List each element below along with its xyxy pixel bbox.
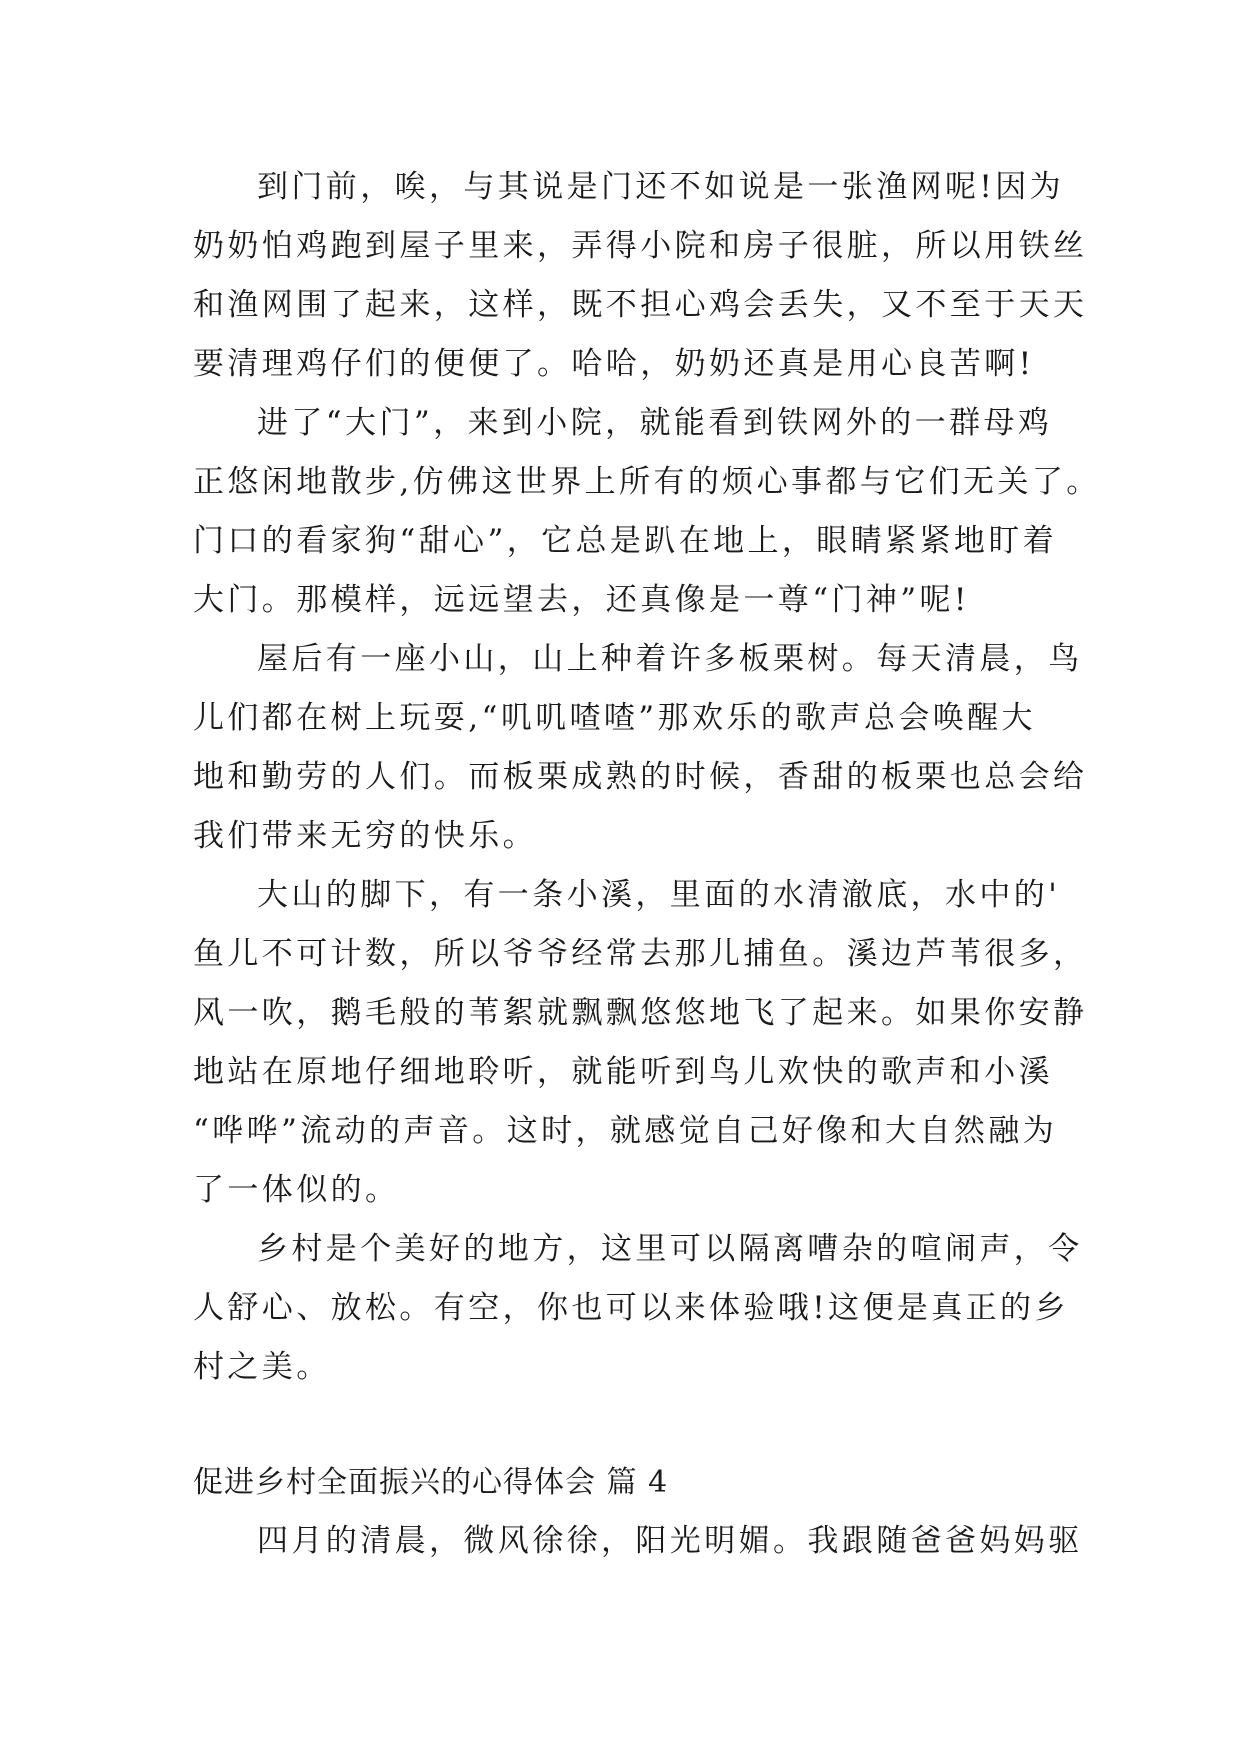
text-line: 门口的看家狗“甜心”，它总是趴在地上，眼睛紧紧地盯着 (193, 523, 1058, 559)
text-line: 到门前，唉，与其说是门还不如说是一张渔网呢!因为 (257, 169, 1065, 205)
text-line: 村之美。 (193, 1349, 331, 1385)
text-line: 地和勤劳的人们。而板栗成熟的时候，香甜的板栗也总会给 (193, 759, 1088, 795)
text-line: 大门。那模样，远远望去，还真像是一尊“门神”呢! (193, 582, 970, 618)
text-line: 地站在原地仔细地聆听，就能听到鸟儿欢快的歌声和小溪 (193, 1054, 1053, 1090)
text-line: 四月的清晨，微风徐徐，阳光明媚。我跟随爸爸妈妈驱 (257, 1523, 1083, 1559)
text-line: 和渔网围了起来，这样，既不担心鸡会丢失，又不至于天天 (193, 287, 1088, 323)
text-line: 鱼儿不可计数，所以爷爷经常去那儿捕鱼。溪边芦苇很多， (193, 936, 1088, 972)
text-line: 风一吹，鹅毛般的苇絮就飘飘悠悠地飞了起来。如果你安静 (193, 995, 1088, 1031)
text-line: 乡村是个美好的地方，这里可以隔离嘈杂的喧闹声，令 (257, 1231, 1083, 1267)
paragraph-conclusion (193, 1220, 1083, 1397)
text-line: 我们带来无穷的快乐。 (193, 818, 537, 854)
text-line: 奶奶怕鸡跑到屋子里来，弄得小院和房子很脏，所以用铁丝 (193, 228, 1088, 264)
paragraph-door (193, 158, 1088, 394)
text-line: 了一体似的。 (193, 1172, 400, 1208)
text-line: 要清理鸡仔们的便便了。哈哈，奶奶还真是用心良苦啊! (193, 346, 1035, 382)
text-line: 人舒心、放松。有空，你也可以来体验哦!这便是真正的乡 (193, 1290, 1069, 1326)
paragraph-hill (193, 630, 1088, 866)
text-line: 进了“大门”，来到小院，就能看到铁网外的一群母鸡 (257, 405, 1053, 441)
document-body (193, 158, 1101, 1571)
paragraph-yard (193, 394, 1101, 630)
paragraph-stream (193, 866, 1088, 1220)
text-line: 屋后有一座小山，山上种着许多板栗树。每天清晨，鸟 (257, 641, 1083, 677)
text-line: 正悠闲地散步,仿佛这世界上所有的烦心事都与它们无关了。 (193, 464, 1101, 500)
section-heading: 促进乡村全面振兴的心得体会 篇 4 (193, 1465, 669, 1500)
text-line: 儿们都在树上玩耍,“叽叽喳喳”那欢乐的歌声总会唤醒大 (193, 700, 1036, 736)
paragraph-april (193, 1512, 1083, 1571)
text-line: “哗哗”流动的声音。这时，就感觉自己好像和大自然融为 (193, 1113, 1058, 1149)
text-line: 大山的脚下，有一条小溪，里面的水清澈底，水中的' (257, 877, 1061, 913)
